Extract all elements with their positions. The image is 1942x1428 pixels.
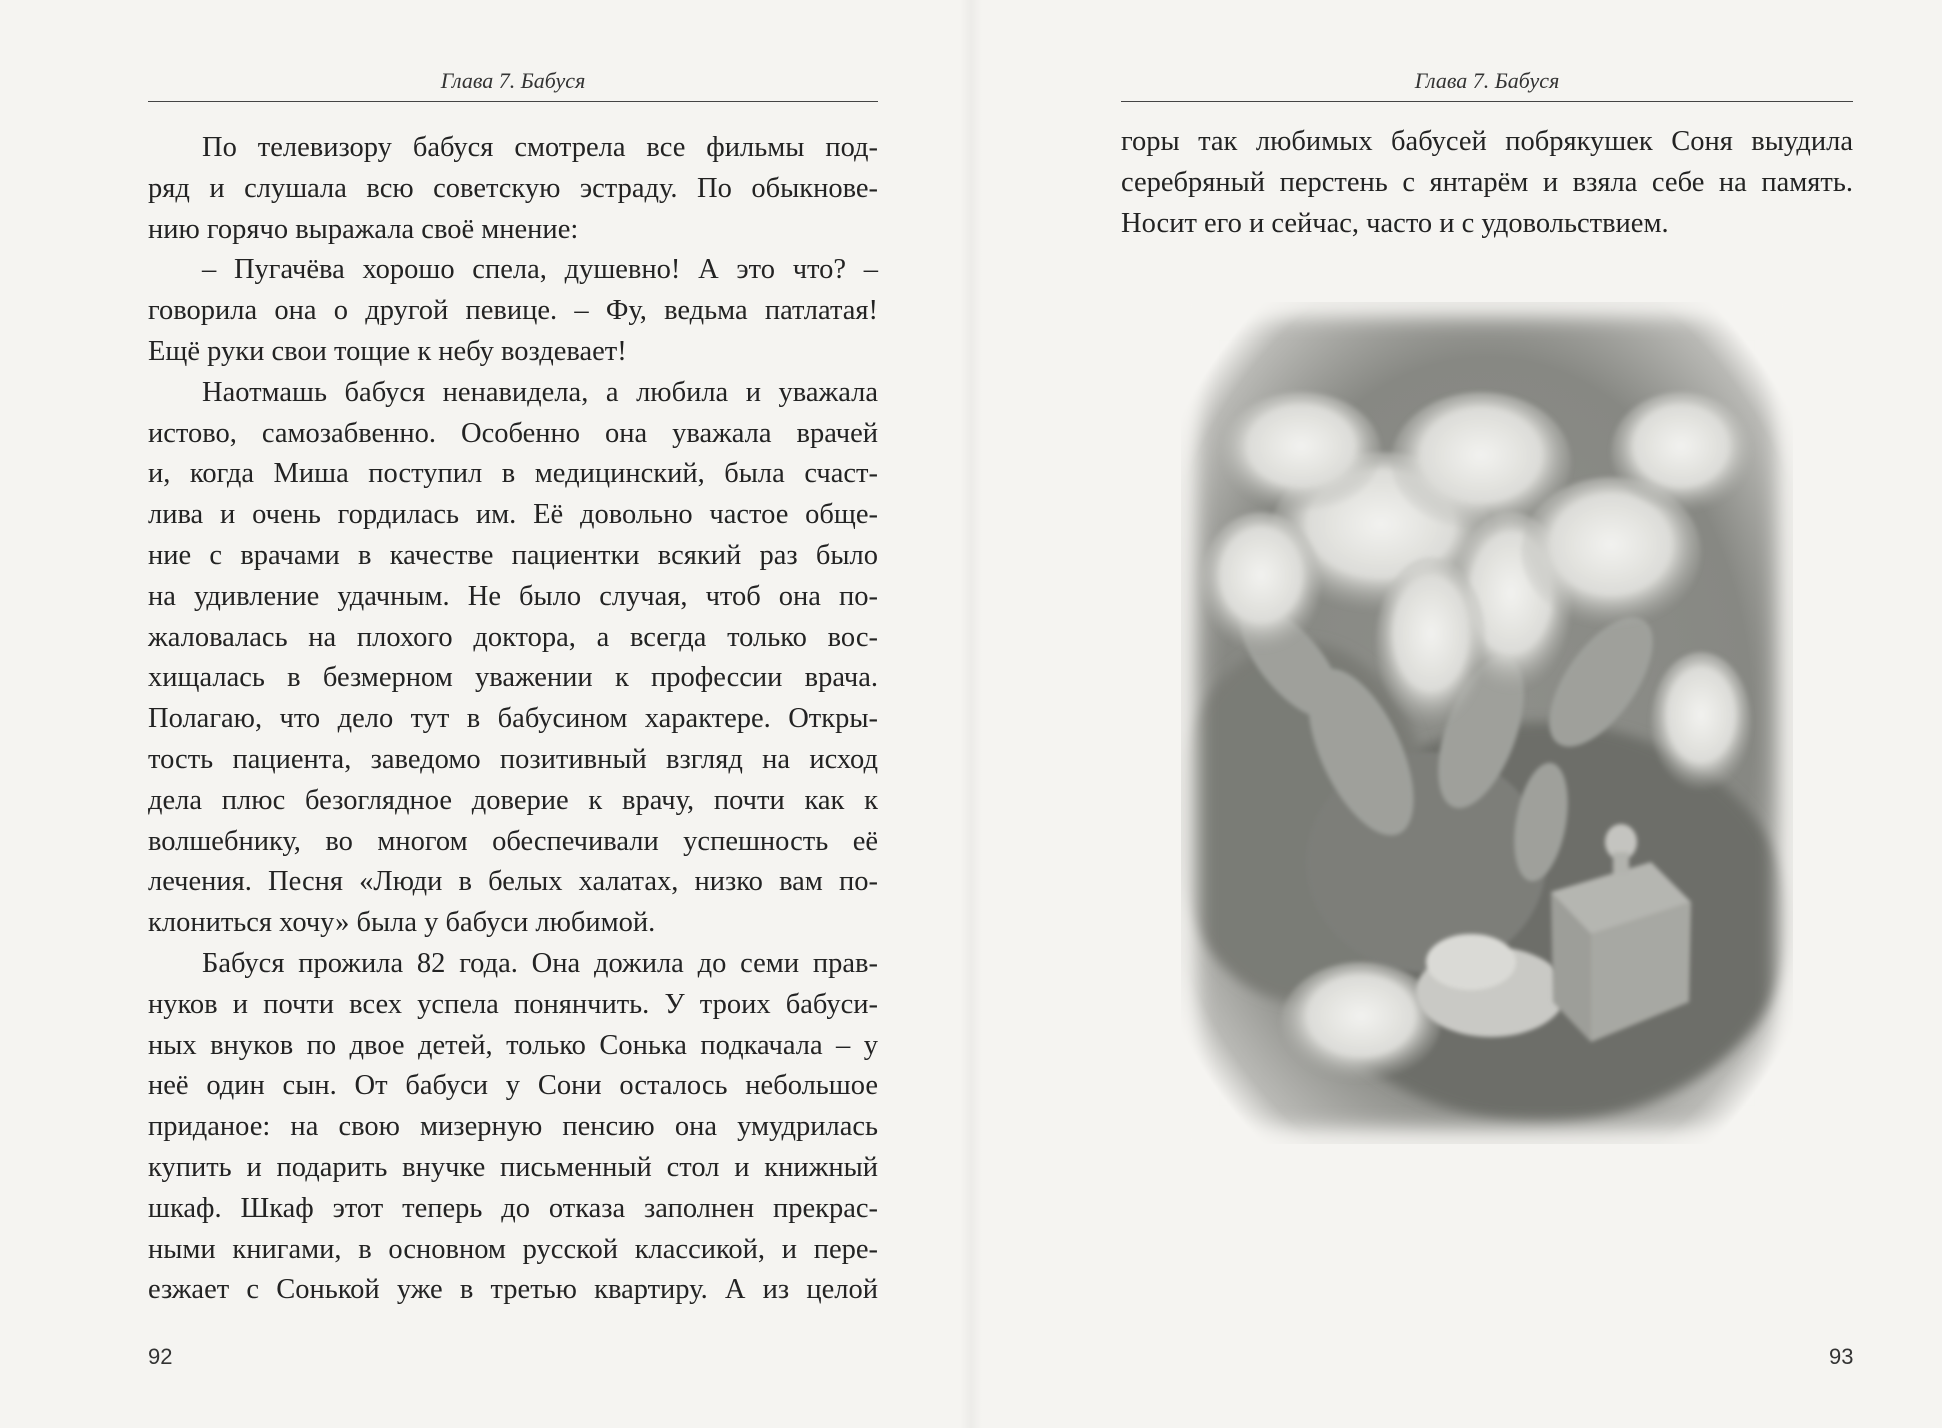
left-header-rule	[148, 101, 878, 102]
text-line: лива и очень гордилась им. Её довольно частое обще-	[148, 499, 878, 531]
text-line: хищалась в безмерном уважении к профессии врача.	[148, 662, 878, 694]
text-line: Бабуся прожила 82 года. Она дожила до семи прав-	[202, 947, 878, 979]
lilac-still-life-illustration	[1181, 302, 1793, 1144]
text-line: серебряный перстень с янтарём и взяла себе на память.	[1121, 166, 1853, 198]
left-body-text	[148, 128, 878, 1311]
text-line: Наотмашь бабуся ненавидела, а любила и уважала	[202, 376, 878, 408]
text-line: горы так любимых бабусей побрякушек Соня выудила	[1121, 126, 1853, 157]
text-line: говорила она о другой певице. – Фу, ведьма патлатая!	[148, 295, 878, 327]
text-line: нию горячо выражала своё мнение:	[148, 213, 579, 245]
text-line: жаловалась на плохого доктора, а всегда только вос-	[148, 621, 878, 653]
text-line: ние с врачами в качестве пациентки всякий раз было	[148, 539, 878, 571]
text-line: езжает с Сонькой уже в третью квартиру. А из целой	[148, 1274, 878, 1306]
text-line: лечения. Песня «Люди в белых халатах, низко вам по-	[148, 866, 878, 898]
text-line: По телевизору бабуся смотрела все фильмы под-	[202, 132, 878, 163]
text-line: Носит его и сейчас, часто и с удовольствием.	[1121, 207, 1669, 239]
text-line: на удивление удачным. Не было случая, чтоб она по-	[148, 580, 878, 612]
text-line: истово, самозабвенно. Особенно она уважала врачей	[148, 417, 878, 449]
text-line: дела плюс безоглядное доверие к врачу, почти как к	[148, 784, 878, 816]
text-line: ных внуков по двое детей, только Сонька подкачала – у	[148, 1029, 878, 1061]
text-line: ными книгами, в основном русской классикой, и пере-	[148, 1233, 878, 1265]
text-line: неё один сын. От бабуси у Сони осталось небольшое	[148, 1070, 878, 1102]
text-line: приданое: на свою мизерную пенсию она умудрилась	[148, 1111, 878, 1143]
text-line: – Пугачёва хорошо спела, душевно! А это что? –	[202, 254, 878, 286]
text-line: клониться хочу» была у бабуси любимой.	[148, 907, 656, 939]
text-line: волшебнику, во многом обеспечивали успешность её	[148, 825, 878, 857]
left-running-head: Глава 7. Бабуся	[440, 68, 586, 93]
right-page	[971, 0, 1942, 1428]
text-line: купить и подарить внучке письменный стол и книжный	[148, 1151, 878, 1183]
left-page-number: 92	[148, 1344, 173, 1369]
text-line: шкаф. Шкаф этот теперь до отказа заполнен прекрас-	[148, 1192, 878, 1224]
text-line: нуков и почти всех успела понянчить. У троих бабуси-	[148, 988, 878, 1020]
text-line: ряд и слушала всю советскую эстраду. По обыкнове-	[148, 172, 878, 204]
text-line: тость пациента, заведомо позитивный взгляд на исход	[148, 743, 878, 775]
right-body-text	[1121, 122, 1853, 244]
text-line: Полагаю, что дело тут в бабусином характере. Откры-	[148, 703, 878, 735]
right-header-rule	[1121, 101, 1853, 102]
text-line: и, когда Миша поступил в медицинский, была счаст-	[148, 458, 878, 490]
right-running-head: Глава 7. Бабуся	[1414, 68, 1560, 93]
right-page-number: 93	[1829, 1344, 1854, 1369]
illustration-svg	[1181, 302, 1793, 1144]
text-line: Ещё руки свои тощие к небу воздевает!	[148, 335, 627, 367]
